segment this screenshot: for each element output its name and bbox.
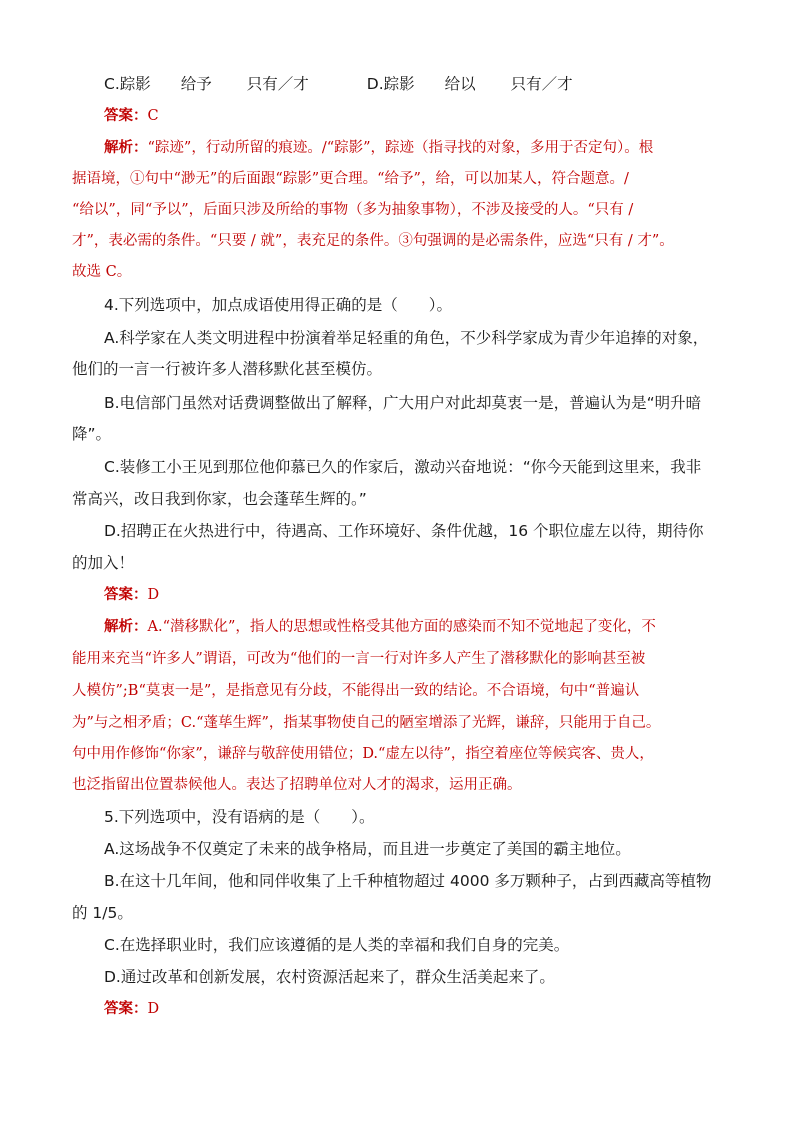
analysis-label: 解析： bbox=[104, 618, 148, 635]
q4-option-a: A.科学家在人类文明进程中扮演着举足轻重的角色，不少科学家成为青少年追捧的对象， bbox=[104, 329, 709, 347]
q3-option-c-letter: C.踪影 bbox=[104, 75, 151, 93]
q4-analysis-line: 解析：A.“潜移默化”，指人的思想或性格受其他方面的感染而不知不觉地起了变化，不 bbox=[104, 618, 656, 635]
answer-value: C bbox=[147, 108, 159, 124]
q3-option-d-letter: D.踪影 bbox=[366, 75, 415, 93]
q5-stem: 5.下列选项中，没有语病的是（ ）。 bbox=[104, 808, 375, 826]
q4-option-c: C.装修工小王见到那位他仰慕已久的作家后，激动兴奋地说：“你今天能到这里来，我非 bbox=[104, 458, 702, 476]
q5-option-b: 的 1/5。 bbox=[72, 904, 133, 922]
q4-stem: 4.下列选项中，加点成语使用得正确的是（ ）。 bbox=[104, 296, 453, 314]
q4-answer bbox=[104, 584, 159, 606]
q3-analysis-line: 才”，表必需的条件。“只要 / 就”，表充足的条件。③句强调的是必需条件，应选“只有 / 才”。 bbox=[72, 233, 674, 249]
q4-analysis-line: 为”与之相矛盾；C.“蓬荜生辉”，指某事物使自己的陋室增添了光辉，谦辞，只能用于自己。 bbox=[72, 715, 661, 731]
q3-analysis-line: 故选 C。 bbox=[72, 264, 132, 280]
answer-label: 答案： bbox=[104, 107, 148, 124]
q5-answer bbox=[104, 998, 159, 1020]
q3-options-cd bbox=[104, 73, 573, 95]
q3-analysis-line: “给以”，同“予以”，后面只涉及所给的事物（多为抽象事物），不涉及接受的人。“只有 / bbox=[72, 202, 634, 218]
q4-option-b: 降”。 bbox=[72, 425, 112, 443]
analysis-label: 解析： bbox=[104, 139, 148, 156]
q5-option-d: D.通过改革和创新发展，农村资源活起来了，群众生活美起来了。 bbox=[104, 968, 555, 986]
q4-option-d: 的加入！ bbox=[72, 554, 135, 572]
q3-option-c-word1: 给予 bbox=[180, 75, 212, 93]
q5-option-b: B.在这十几年间，他和同伴收集了上千种植物超过 4000 多万颗种子，占到西藏高等植物 bbox=[104, 872, 712, 890]
answer-value: D bbox=[147, 587, 160, 603]
q3-option-d-word1: 给以 bbox=[444, 75, 476, 93]
q3-option-d-word2: 只有／才 bbox=[510, 75, 573, 93]
q4-option-b: B.电信部门虽然对话费调整做出了解释，广大用户对此却莫衷一是，普遍认为是“明升暗 bbox=[104, 394, 702, 412]
q5-option-a: A.这场战争不仅奠定了未来的战争格局，而且进一步奠定了美国的霸主地位。 bbox=[104, 840, 631, 858]
answer-label: 答案： bbox=[104, 586, 148, 603]
q4-option-a: 他们的一言一行被许多人潜移默化甚至模仿。 bbox=[72, 360, 383, 378]
q4-analysis-line: 人模仿”;B“莫衷一是”，是指意见有分歧，不能得出一致的结论。不合语境，句中“普遍认 bbox=[72, 683, 640, 699]
q4-analysis-line: 句中用作修饰“你家”，谦辞与敬辞使用错位；D.“虚左以待”，指空着座位等候宾客、贵人， bbox=[72, 746, 654, 762]
q3-answer bbox=[104, 105, 159, 127]
q4-analysis-line: 也泛指留出位置恭候他人。表达了招聘单位对人才的渴求，运用正确。 bbox=[72, 777, 522, 793]
q4-option-d: D.招聘正在火热进行中，待遇高、工作环境好、条件优越，16 个职位虚左以待，期待你 bbox=[104, 522, 704, 540]
q4-option-c: 常高兴，改日我到你家，也会蓬荜生辉的。” bbox=[72, 490, 367, 508]
q3-analysis-line: 解析：“踪迹”，行动所留的痕迹。/“踪影”，踪迹（指寻找的对象，多用于否定句）。根 bbox=[104, 139, 654, 156]
q3-option-c-word2: 只有／才 bbox=[246, 75, 309, 93]
q4-analysis-line: 能用来充当“许多人”谓语，可改为“他们的一言一行对许多人产生了潜移默化的影响甚至被 bbox=[72, 651, 646, 667]
q3-analysis-line: 据语境，①句中“渺无”的后面跟“踪影”更合理。“给予”，给，可以加某人，符合题意。/ bbox=[72, 171, 629, 187]
q5-option-c: C.在选择职业时，我们应该遵循的是人类的幸福和我们自身的完美。 bbox=[104, 936, 570, 954]
answer-value: D bbox=[147, 1001, 160, 1017]
answer-label: 答案： bbox=[104, 1000, 148, 1017]
